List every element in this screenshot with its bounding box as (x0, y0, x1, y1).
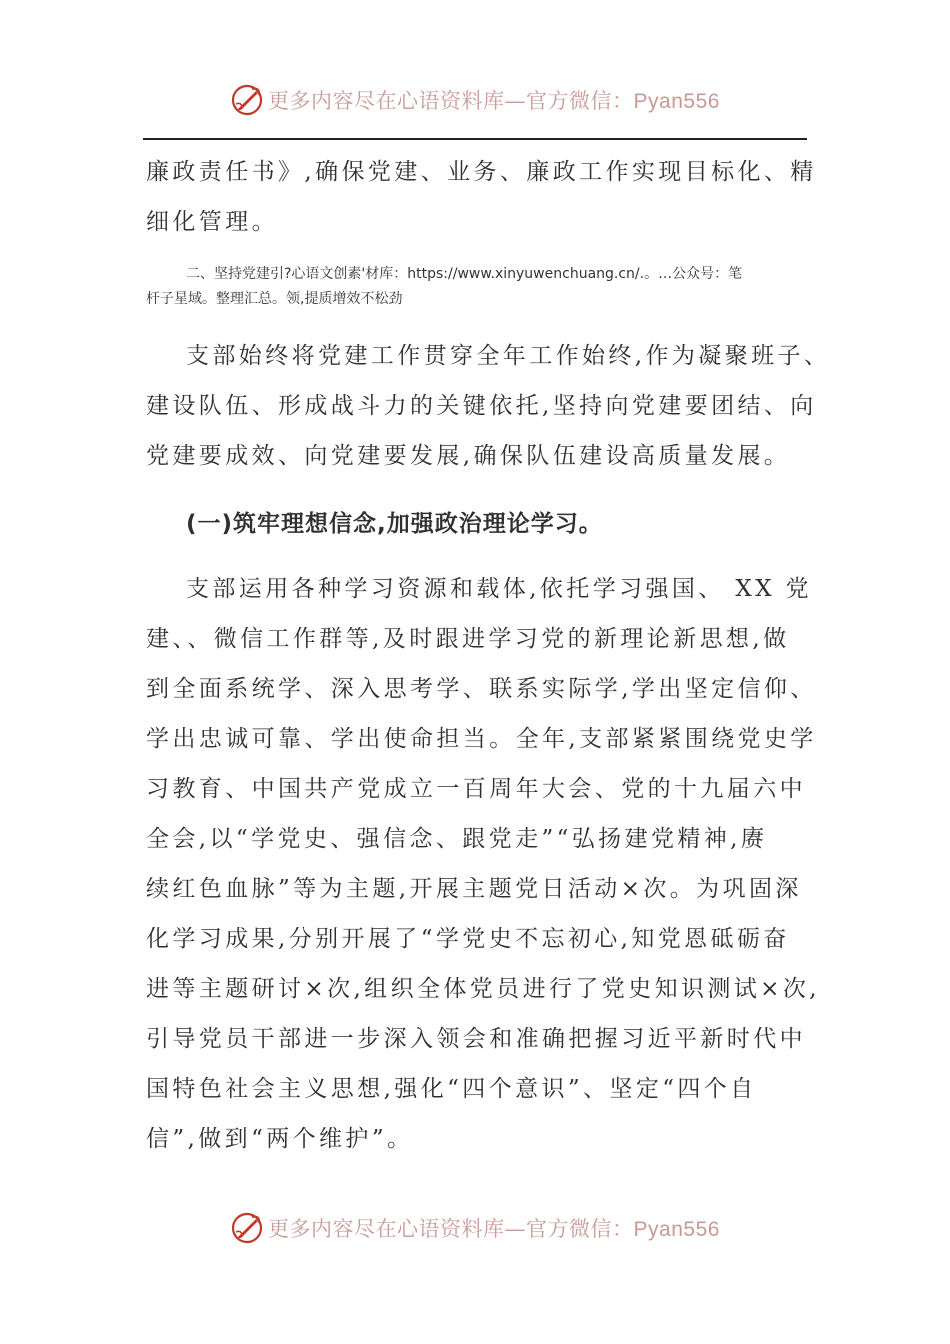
text-line: 进等主题研讨×次,组织全体党员进行了党史知识测试×次, (146, 976, 820, 1002)
text-line: 廉政责任书》,确保党建、业务、廉政工作实现目标化、精 (146, 159, 817, 185)
text-line: 续红色血脉”等为主题,开展主题党日活动×次。为巩固深 (146, 876, 802, 902)
text-line: 党建要成效、向党建要发展,确保队伍建设高质量发展。 (146, 443, 791, 469)
paragraph-party-building (146, 331, 831, 481)
text-line: 国特色社会主义思想,强化“四个意识”、坚定“四个自 (146, 1076, 757, 1102)
footer-banner-text (268, 1213, 720, 1243)
text-line: 全会,以“学党史、强信念、跟党走”“弘扬建党精神,赓 (146, 826, 768, 852)
paragraph-continuation (146, 147, 816, 247)
footer-wechat-id: Pyan556 (633, 1218, 720, 1241)
text-line: 建设队伍、形成战斗力的关键依托,坚持向党建要团结、向 (146, 393, 817, 419)
quill-logo-icon (230, 1211, 264, 1245)
text-line: 信”,做到“两个维护”。 (146, 1126, 414, 1152)
subheading-1: (一)筑牢理想信念,加强政治理论学习。 (186, 511, 603, 537)
quill-logo-icon (230, 83, 264, 117)
text-line: 支部始终将党建工作贯穿全年工作始终,作为凝聚班子、 (186, 343, 831, 369)
section-title-line: 二、坚持党建引?心语文创素'材库：https://www.xinyuwenchuang.cn/.。…公众号：笔 (186, 266, 743, 282)
footer-banner (0, 1206, 950, 1250)
text-line: 引导党员干部进一步深入领会和准确把握习近平新时代中 (146, 1026, 806, 1052)
text-line: 化学习成果,分别开展了“学党史不忘初心,知党恩砥砺奋 (146, 926, 790, 952)
header-wechat-id: Pyan556 (633, 90, 720, 113)
text-line: 支部运用各种学习资源和载体,依托学习强国、 XX 党 (186, 576, 813, 602)
paragraph-theory-study (146, 564, 820, 1164)
section-title-line: 杆子星域。整理汇总。领,提质增效不松劲 (146, 291, 403, 307)
header-banner (0, 78, 950, 122)
text-line: 学出忠诚可靠、学出使命担当。全年,支部紧紧围绕党史学 (146, 726, 817, 752)
footer-banner-label: 更多内容尽在心语资料库—官方微信： (268, 1217, 634, 1241)
text-line: 到全面系统学、深入思考学、联系实际学,学出坚定信仰、 (146, 676, 817, 702)
text-line: 细化管理。 (146, 209, 278, 235)
header-divider (143, 138, 807, 140)
text-line: 习教育、中国共产党成立一百周年大会、党的十九届六中 (146, 776, 806, 802)
header-banner-text (268, 85, 720, 115)
header-banner-label: 更多内容尽在心语资料库—官方微信： (268, 89, 634, 113)
text-line: 建、、微信工作群等,及时跟进学习党的新理论新思想,做 (146, 626, 790, 652)
section-title-2 (146, 262, 816, 312)
